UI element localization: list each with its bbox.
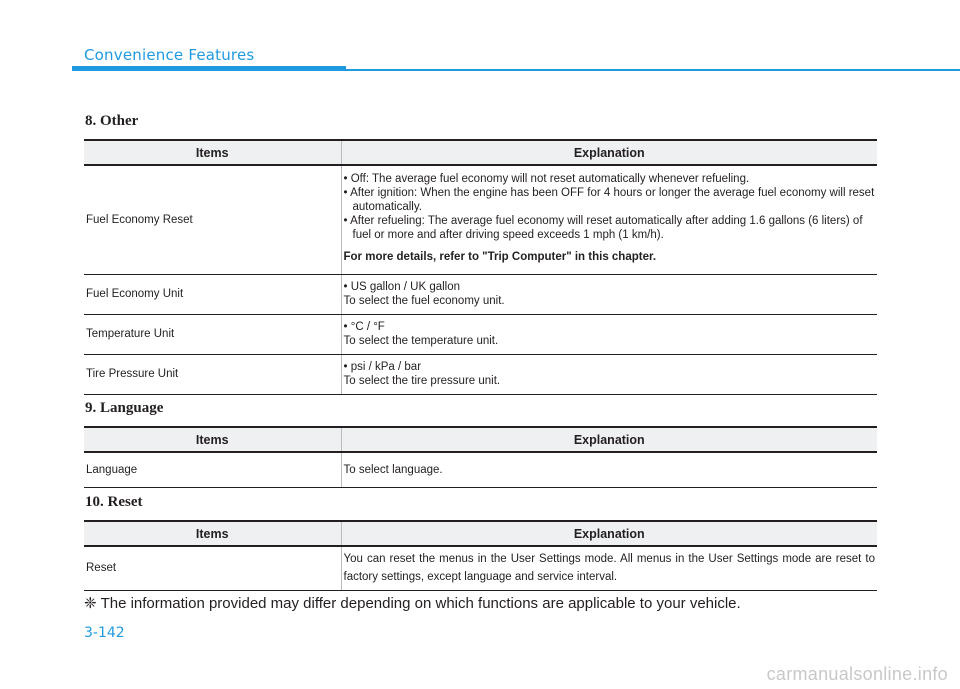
- table-row: [84, 354, 877, 394]
- item-cell: Fuel Economy Unit: [84, 274, 341, 314]
- column-header-items: Items: [84, 427, 341, 452]
- table-row: [84, 165, 877, 274]
- explanation-line: To select the tire pressure unit.: [343, 375, 501, 387]
- section-title-reset: 10. Reset: [85, 494, 143, 510]
- footer-note: [84, 594, 741, 612]
- bullet-line: • psi / kPa / bar: [343, 361, 422, 373]
- bullet-line: • After refueling: The average fuel economy will reset automatically after adding 1.6 gallons (6 liters) of fuel or more and after driving speed exceeds 1 mph (1 km/h).: [343, 215, 863, 241]
- explanation-text: You can reset the menus in the User Settings mode. All menus in the User Settings mode are reset to factory settings, except language and service interval.: [343, 553, 875, 584]
- table-header-row: [84, 521, 877, 546]
- table-row: [84, 546, 877, 590]
- explanation-cell: [341, 274, 877, 314]
- explanation-cell: [341, 354, 877, 394]
- column-header-items: Items: [84, 140, 341, 165]
- table-header-row: [84, 140, 877, 165]
- explanation-cell: [341, 314, 877, 354]
- other-table: [84, 139, 877, 395]
- header-accent-bar: [72, 66, 346, 71]
- reference-note: For more details, refer to "Trip Computer" in this chapter.: [343, 251, 657, 263]
- footer-note-text: The information provided may differ depending on which functions are applicable to your vehicle.: [100, 595, 741, 612]
- watermark: carmanualsonline.info: [766, 664, 948, 684]
- item-cell: Reset: [84, 546, 341, 590]
- reset-table: [84, 520, 877, 591]
- table-row: [84, 314, 877, 354]
- explanation-cell: To select language.: [341, 452, 877, 487]
- explanation-cell: [341, 165, 877, 274]
- item-cell: Temperature Unit: [84, 314, 341, 354]
- table-row: [84, 452, 877, 487]
- column-header-items: Items: [84, 521, 341, 546]
- column-header-explanation: Explanation: [341, 521, 877, 546]
- explanation-cell: [341, 546, 877, 590]
- chapter-title: Convenience Features: [84, 46, 255, 64]
- header-rule: [346, 69, 960, 71]
- bullet-line: • °C / °F: [343, 321, 385, 333]
- item-cell: Language: [84, 452, 341, 487]
- item-cell: Tire Pressure Unit: [84, 354, 341, 394]
- bullet-line: • Off: The average fuel economy will not reset automatically whenever refueling.: [343, 173, 750, 185]
- table-header-row: [84, 427, 877, 452]
- language-table: [84, 426, 877, 488]
- column-header-explanation: Explanation: [341, 140, 877, 165]
- bullet-line: • US gallon / UK gallon: [343, 281, 461, 293]
- bullet-line: • After ignition: When the engine has been OFF for 4 hours or longer the average fuel economy will reset automatically.: [343, 187, 875, 213]
- explanation-line: To select the fuel economy unit.: [343, 295, 505, 307]
- explanation-line: To select the temperature unit.: [343, 335, 499, 347]
- section-title-other: 8. Other: [85, 113, 139, 129]
- page-number: 3-142: [84, 625, 125, 641]
- table-row: [84, 274, 877, 314]
- column-header-explanation: Explanation: [341, 427, 877, 452]
- item-cell: Fuel Economy Reset: [84, 165, 341, 274]
- section-title-language: 9. Language: [85, 400, 164, 416]
- note-mark-icon: ❈: [84, 595, 97, 612]
